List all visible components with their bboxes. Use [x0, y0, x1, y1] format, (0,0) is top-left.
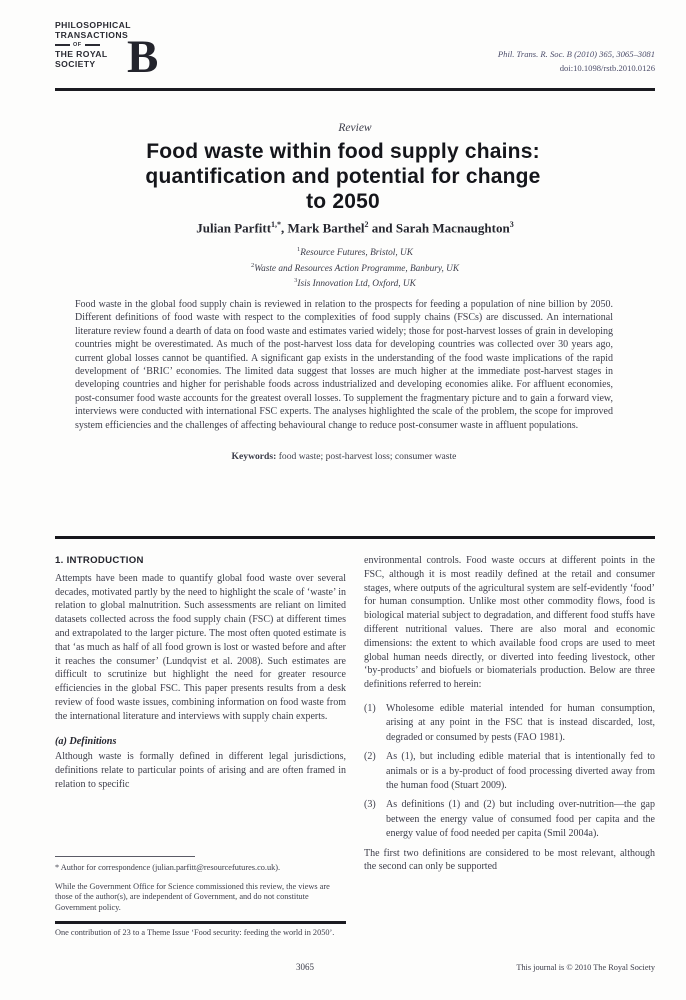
abstract: Food waste in the global food supply chain is reviewed in relation to the prospects for feeding a population of nine billion by 2050. Different definitions of food waste with respect to the complexities of food supply chains (FSCs) are discussed. An international literature review found a dearth of data on food waste and estimates varied widely; those for post-harvest losses of grain in developing countries might be overestimated. As much of the post-harvest loss data for developing countries was collected over 30 years ago, current global losses cannot be quantified. A significant gap exists in the understanding of the food waste implications of the rapid development of ‘BRIC’ economies. The limited data suggest that losses are much higher at the immediate post-harvest stages in developing countries and higher for perishable foods across industrialized and developing economies alike. For affluent economies, post-consumer food waste accounts for the greatest overall losses. To supplement the fragmentary picture and to gain a forward view, interviews were conducted with international FSC experts. The analyses highlighted the scale of the problem, the scope for improved system efficiencies and the challenges of affecting behavioural change to reduce post-consumer waste in affluent populations. [75, 299, 613, 431]
contribution-note: One contribution of 23 to a Theme Issue ‘Food security: feeding the world in 2050’. [55, 927, 335, 937]
column-right [364, 554, 655, 874]
header-rule [55, 88, 655, 91]
definition-text: Wholesome edible material intended for human consumption, arising at any point in the FSC that is instead discarded, lost, degraded or consumed by pests (FAO 1981). [386, 702, 655, 743]
affiliation [55, 260, 655, 276]
logo-wordmark-line: PHILOSOPHICAL [55, 20, 131, 30]
author-name: Sarah Macnaughton [395, 220, 510, 236]
title-line: to 2050 [306, 190, 380, 213]
logo-wordmark-line: TRANSACTIONS [55, 30, 129, 41]
footnote-block [55, 856, 346, 947]
author-superscript: 1,* [271, 220, 282, 229]
keywords-text: food waste; post-harvest loss; consumer waste [278, 451, 457, 462]
keywords-line [75, 451, 613, 462]
definition-text: As definitions (1) and (2) but including over-nutrition—the gap between the energy value of consumed food per capita and the energy value of food needed per capita (Smil 2004a). [386, 799, 655, 840]
footnote-thick-rule [55, 921, 346, 924]
footer-copyright: This journal is © 2010 The Royal Society [516, 963, 655, 972]
authors-line [55, 220, 655, 236]
affiliation-text: Waste and Resources Action Programme, Banbury, UK [254, 263, 460, 274]
logo-wordmark-line: SOCIETY [55, 59, 96, 70]
journal-citation: Phil. Trans. R. Soc. B (2010) 365, 3065–3081 [497, 49, 655, 59]
paragraph: Although waste is formally defined in different legal jurisdictions, definitions relate to particular points of arising and are often framed in relation to specific [55, 751, 346, 790]
journal-citation-block [498, 48, 655, 76]
logo-b-letter: B [127, 31, 159, 83]
author-superscript: 2 [364, 220, 369, 229]
definition-number: (3) [364, 799, 376, 811]
definition-item [364, 750, 655, 793]
footnote-rule [55, 856, 195, 857]
definition-item [364, 702, 655, 745]
subsection-heading-definitions: (a) Definitions [55, 735, 117, 747]
affiliation-text: Isis Innovation Ltd, Oxford, UK [297, 279, 416, 290]
definition-text: As (1), but including edible material that is intentionally fed to animals or is a by-product of food processing diverted away from the human food (Stuart 2009). [386, 751, 655, 791]
affiliations-block [55, 244, 655, 291]
affiliation [55, 244, 655, 260]
author-superscript: 3 [509, 220, 514, 229]
author-name: Julian Parfitt [196, 220, 272, 236]
logo-of-text: OF [73, 41, 82, 48]
column-left [55, 554, 346, 874]
logo-wordmark-line: THE ROYAL [55, 48, 108, 59]
review-kicker: Review [338, 122, 372, 134]
section-divider-rule [55, 536, 655, 539]
affiliation-superscript: 3 [294, 277, 298, 284]
body-columns [55, 554, 655, 874]
paragraph: environmental controls. Food waste occurs at different points in the FSC, although it is most readily defined at the retail and consumer stages, where outputs of the agricultural system are self-evidently ‘food’ for human consumption. Unlike most other commodity flows, food is biological material subject to degradation, and different food stuffs have different nutritional values. There are also moral and economic dimensions: the extent to which available food crops are used to meet global human needs directly, or diverted into feeding livestock, other ‘by-products’ and biofuels or biomaterials production. Below are three definitions referred to herein: [364, 555, 655, 691]
definition-number: (1) [364, 702, 376, 714]
section-heading-introduction: 1. INTRODUCTION [55, 555, 144, 566]
affiliation [55, 275, 655, 291]
keywords-label: Keywords: [231, 451, 277, 462]
definition-item [364, 798, 655, 841]
correspondence-note: * Author for correspondence (julian.parfitt@resourcefutures.co.uk). [55, 863, 281, 872]
paragraph: Attempts have been made to quantify global food waste over several decades, motivated partly by the need to highlight the scale of ‘waste’ in relation to global malnutrition. Such assessments are reliant on limited datasets collected across the food supply chain (FSC) at different times and extrapolated to the larger picture. The most often quoted estimate is that ‘as much as half of all food grown is lost or wasted before and after it reaches the consumer’ (Lundqvist et al. 2008). Such estimates are difficult to scrutinize but highlight the need for greater resource efficiencies in the global FSC. This paper presents results from a desk review of food waste issues, combining information on food waste from the international literature and interviews with supply chain experts. [55, 572, 346, 722]
logo-of-row [55, 41, 195, 49]
affiliation-text: Resource Futures, Bristol, UK [300, 248, 413, 259]
logo-rule-right [85, 44, 100, 47]
paragraph: The first two definitions are considered to be most relevant, although the second can only be supported [364, 847, 655, 873]
journal-logo [55, 20, 195, 86]
footer-page-number: 3065 [296, 962, 314, 972]
author-separator: and [368, 220, 396, 236]
journal-doi: doi:10.1098/rstb.2010.0126 [559, 62, 655, 73]
title-line: Food waste within food supply chains: [146, 140, 540, 163]
definitions-list [364, 702, 655, 842]
author-separator: , [281, 220, 288, 236]
definition-number: (2) [364, 751, 376, 763]
title-line: quantification and potential for change [145, 165, 541, 188]
disclaimer-note: While the Government Office for Science commissioned this review, the views are those of the author(s), are independent of Government, and do not constitute Government policy. [55, 881, 330, 912]
logo-rule-left [55, 44, 70, 47]
author-name: Mark Barthel [287, 220, 365, 236]
affiliation-superscript: 1 [297, 246, 301, 253]
affiliation-superscript: 2 [250, 261, 255, 269]
article-title [43, 139, 643, 214]
